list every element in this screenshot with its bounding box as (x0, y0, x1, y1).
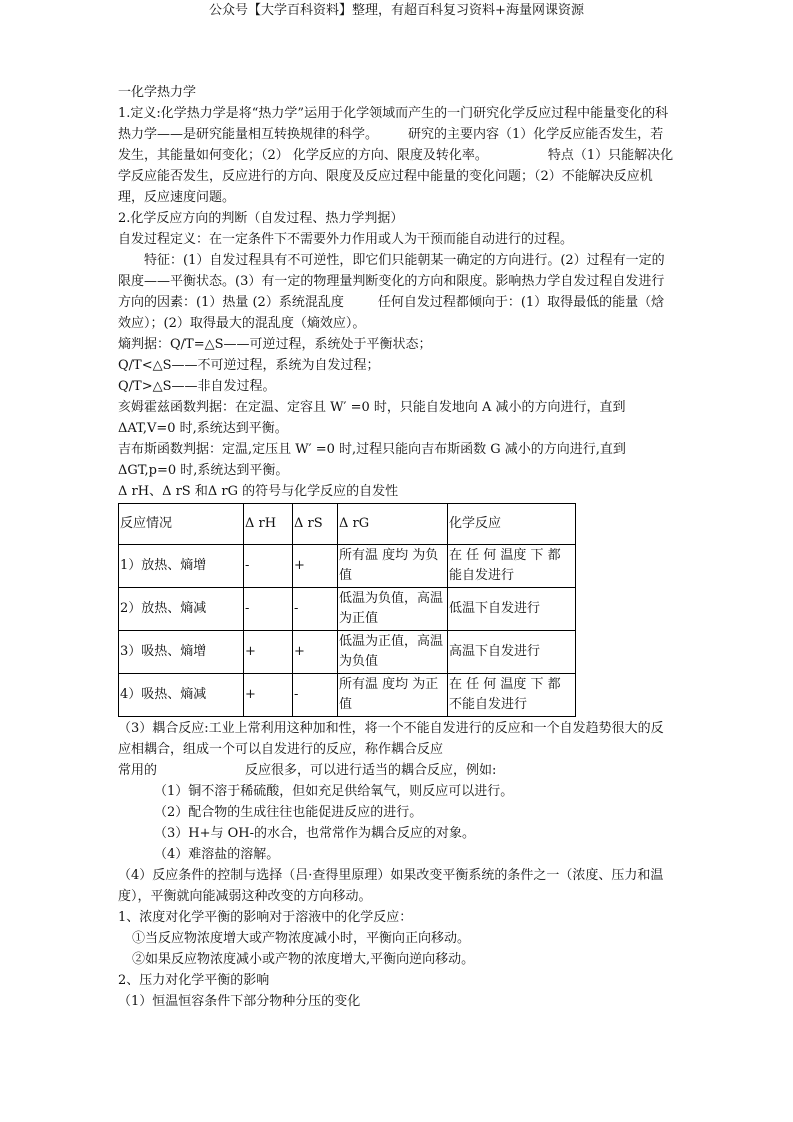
concentration-item: ①当反应物浓度增大或产物浓度减小时，平衡向正向移动。 (132, 931, 471, 946)
table-cell: 4）吸热、熵减 (119, 674, 244, 717)
example-item: （2）配合物的生成往往也能促进反应的进行。 (154, 805, 423, 820)
table-cell: - (293, 588, 338, 631)
table-cell: + (244, 631, 293, 674)
table-header-cell: 反应情况 (119, 504, 244, 545)
section-title: 一化学热力学 (118, 85, 197, 100)
pressure-item: （1）恒温恒容条件下部分物种分压的变化 (118, 994, 361, 1009)
concentration-item: ②如果反应物浓度减小或产物的浓度增大,平衡向逆向移动。 (132, 952, 475, 967)
features-paragraph (118, 250, 674, 334)
features-b-text: 任何自发过程都倾向于：(1）取得最低的能量（焓效应）；(2）取得最大的混乱度（熵效应）。 (118, 295, 665, 331)
table-cell: 在 任 何 温度 下 都 不能自发进行 (448, 674, 576, 717)
table-header-cell: Δ rG (338, 504, 448, 545)
entropy-criterion-1: 熵判据：Q/T=△S——可逆过程，系统处于平衡状态； (118, 337, 432, 352)
table-row (119, 674, 576, 717)
table-cell: 低温为正值，高温为负值 (338, 631, 448, 674)
helmholtz-criterion: 亥姆霍兹函数判据：在定温、定容且 W′ =0 时，只能自发地向 A 减小的方向进行，直到ΔAT,V=0 时,系统达到平衡。 (118, 400, 626, 436)
common-a-text: 常用的 (118, 763, 158, 778)
example-item: （4）难溶盐的溶解。 (154, 847, 280, 862)
entropy-criterion-2: Q/T<△S——不可逆过程，系统为自发过程； (118, 358, 380, 373)
definition-text: 1.定义:化学热力学是将“热力学”运用于化学领域而产生的一门研究化学反应过程中能量变化的科热力学——是研究能量相互转换规律的科学。 (118, 106, 669, 142)
page-header: 公众号【大学百科资料】整理，有超百科复习资料+海量网课资源 (209, 3, 584, 18)
section-2-heading: 2.化学反应方向的判断（自发过程、热力学判据） (118, 211, 404, 226)
table-cell: + (293, 545, 338, 588)
example-item: （1）铜不溶于稀硫酸，但如充足供给氧气，则反应可以进行。 (154, 784, 514, 799)
table-caption: Δ rH、Δ rS 和Δ rG 的符号与化学反应的自发性 (118, 484, 399, 499)
table-cell: - (293, 674, 338, 717)
common-b-text: 反应很多，可以进行适当的耦合反应，例如: (245, 763, 497, 778)
table-cell: + (244, 674, 293, 717)
table-cell: 高温下自发进行 (448, 631, 576, 674)
example-item: （3）H+与 OH-的水合，也常常作为耦合反应的对象。 (154, 826, 476, 841)
pressure-heading: 2、压力对化学平衡的影响 (118, 973, 270, 988)
table-cell: 所有温 度均 为正值 (338, 674, 448, 717)
entropy-criterion-3: Q/T>△S——非自发过程。 (118, 379, 276, 394)
table-cell: 低温下自发进行 (448, 588, 576, 631)
table-row (119, 631, 576, 674)
table-cell: - (244, 588, 293, 631)
table-header-cell: 化学反应 (448, 504, 576, 545)
table-header-row (119, 504, 576, 545)
common-coupling-line (118, 760, 674, 781)
table-cell: 在 任 何 温度 下 都 能自发进行 (448, 545, 576, 588)
research-content-text: 研究的主要内容（1）化学反应能否发生，若发生，其能量如何变化；（2） 化学反应的方向、限度及转化率。 (118, 127, 664, 163)
spontaneous-definition: 自发过程定义：在一定条件下不需要外力作用或人为干预而能自动进行的过程。 (118, 232, 574, 247)
definition-paragraph (118, 103, 674, 208)
features-text: 特点（1）只能解决化学反应能否发生，反应进行的方向、限度及反应过程中能量的变化问题；（2）不能解决反应机理，反应速度问题。 (118, 148, 674, 205)
table-cell: - (244, 545, 293, 588)
coupling-paragraph: （3）耦合反应:工业上常利用这种加和性，将一个不能自发进行的反应和一个自发趋势很大的反应相耦合，组成一个可以自发进行的反应，称作耦合反应 (118, 721, 664, 757)
table-cell: 1）放热、熵增 (119, 545, 244, 588)
table-header-cell: Δ rS (293, 504, 338, 545)
control-paragraph: （4）反应条件的控制与选择（吕·查得里原理）如果改变平衡系统的条件之一（浓度、压力和温度），平衡就向能减弱这种改变的方向移动。 (118, 868, 664, 904)
table-row (119, 588, 576, 631)
features-a-text: 特征：(1）自发过程具有不可逆性，即它们只能朝某一确定的方向进行。(2）过程有一定的限度——平衡状态。(3）有一定的物理量判断变化的方向和限度。影响热力学自发过程自发进行方向的因素：(1）热量 (2）系统混乱度 (118, 253, 665, 310)
gibbs-criterion: 吉布斯函数判据：定温,定压且 W′ =0 时,过程只能向吉布斯函数 G 减小的方向进行,直到ΔGT,p=0 时,系统达到平衡。 (118, 442, 626, 478)
table-cell: 所有温 度均 为负值 (338, 545, 448, 588)
table-cell: 2）放热、熵减 (119, 588, 244, 631)
table-header-cell: Δ rH (244, 504, 293, 545)
table-cell: 3）吸热、熵增 (119, 631, 244, 674)
document-body (118, 82, 674, 1012)
spontaneity-table (118, 503, 576, 717)
table-cell: 低温为负值，高温为正值 (338, 588, 448, 631)
table-cell: + (293, 631, 338, 674)
concentration-heading: 1、浓度对化学平衡的影响对于溶液中的化学反应： (118, 910, 413, 925)
table-row (119, 545, 576, 588)
